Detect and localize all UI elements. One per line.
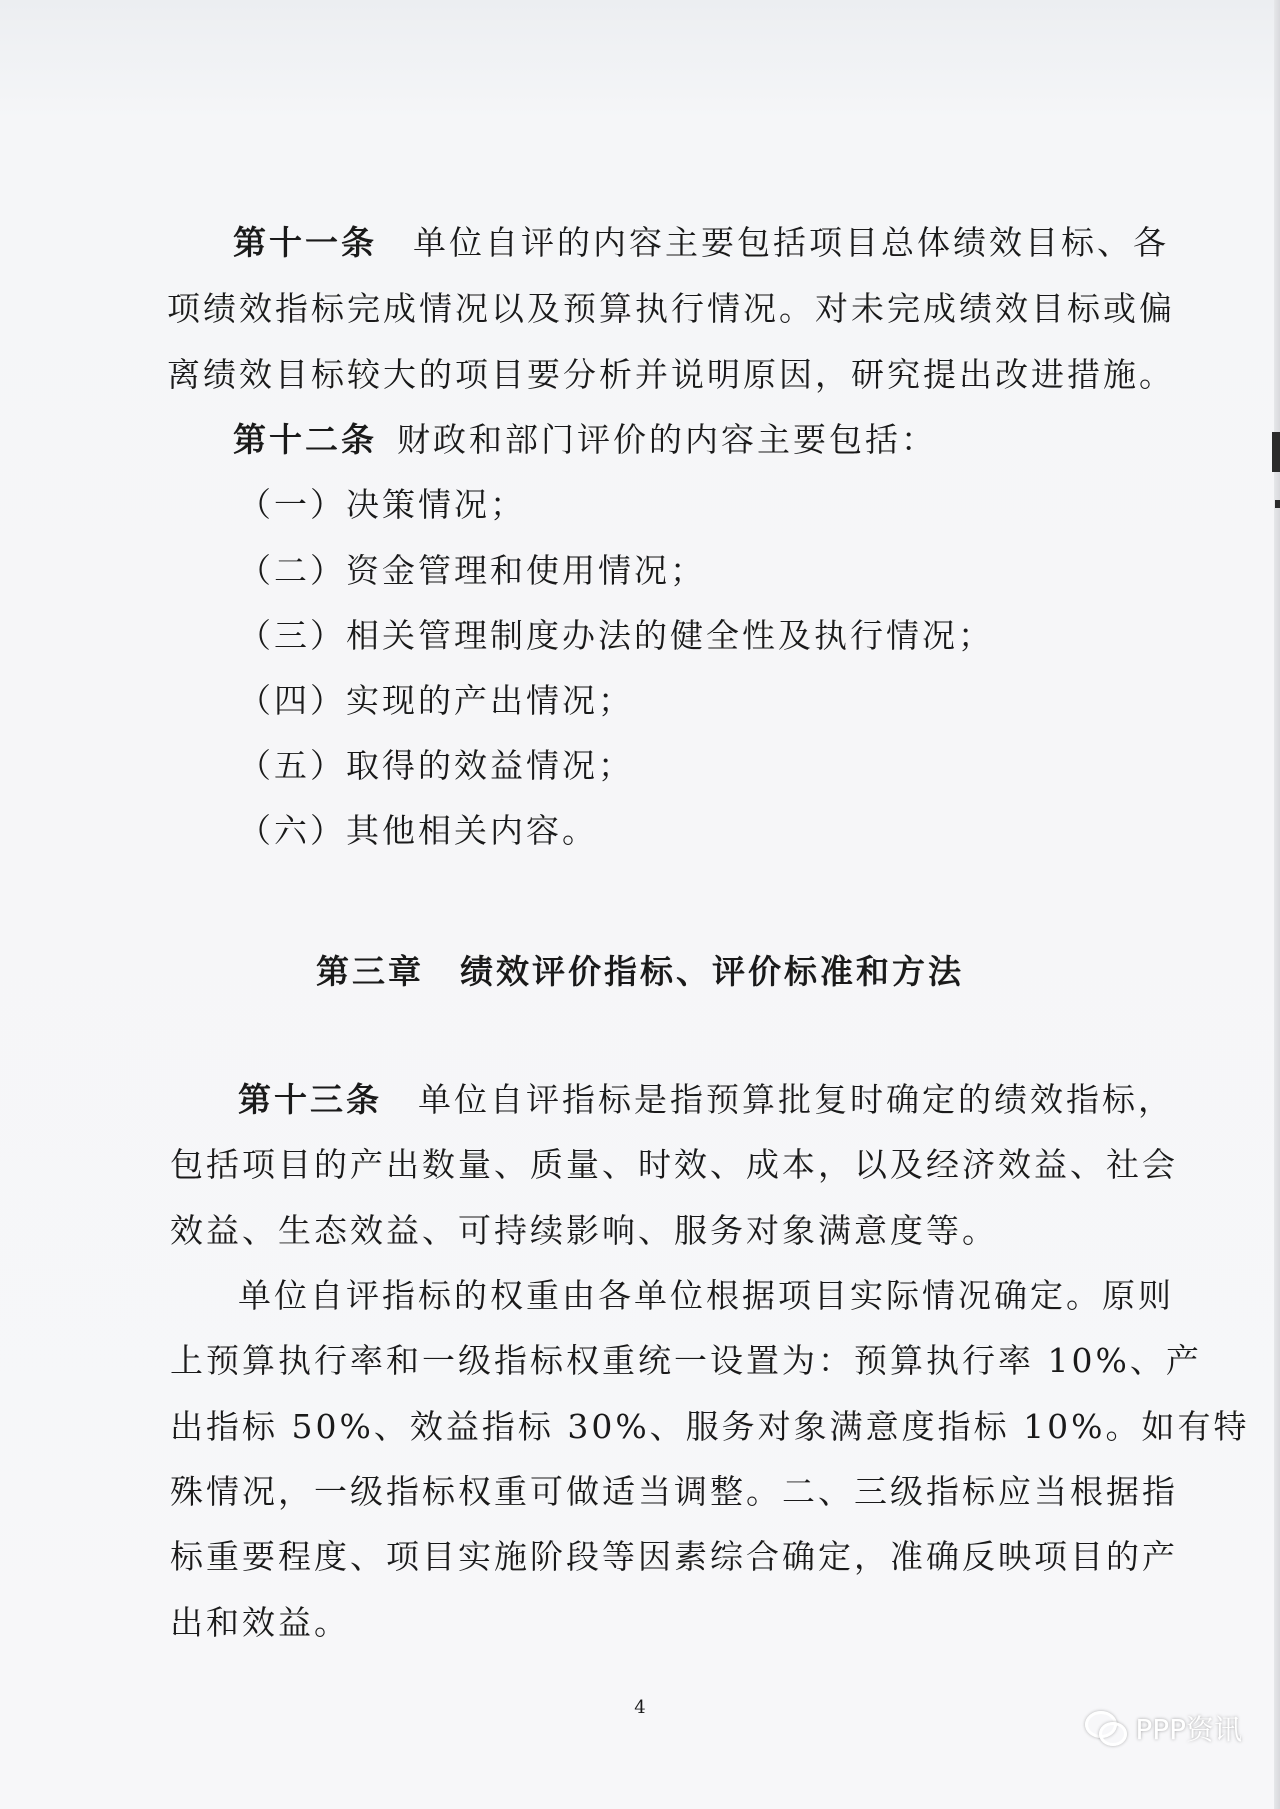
wechat-icon: [1085, 1711, 1125, 1745]
weights-line-1: 单位自评指标的权重由各单位根据项目实际情况确定。原则: [238, 1276, 1174, 1315]
article-12-label: 第十二条: [233, 420, 377, 459]
article-13-line-1: [238, 1080, 1174, 1120]
article-13-line-3: 效益、生态效益、可持续影响、服务对象满意度等。: [170, 1211, 998, 1250]
list-item: （一）决策情况；: [238, 485, 526, 524]
list-item: （四）实现的产出情况；: [238, 681, 634, 720]
scan-edge: [1274, 0, 1280, 1809]
article-11-line-3: 离绩效目标较大的项目要分析并说明原因，研究提出改进措施。: [167, 355, 1175, 394]
scan-mark: [1272, 432, 1280, 472]
article-13-label: 第十三条: [238, 1080, 382, 1119]
list-item: （二）资金管理和使用情况；: [238, 551, 706, 590]
article-12-line-1: [233, 420, 937, 460]
list-item: （三）相关管理制度办法的健全性及执行情况；: [238, 616, 994, 655]
article-11-text: 单位自评的内容主要包括项目总体绩效目标、各: [413, 223, 1169, 262]
article-13-line-2: 包括项目的产出数量、质量、时效、成本，以及经济效益、社会: [170, 1145, 1178, 1184]
weights-line-6: 出和效益。: [170, 1603, 350, 1642]
weights-line-4: 殊情况，一级指标权重可做适当调整。二、三级指标应当根据指: [170, 1472, 1178, 1511]
article-12-text: 财政和部门评价的内容主要包括：: [397, 420, 937, 459]
list-item: （五）取得的效益情况；: [238, 746, 634, 785]
weights-line-2: 上预算执行率和一级指标权重统一设置为：预算执行率 10%、产: [170, 1341, 1202, 1380]
scan-mark: [1275, 500, 1280, 508]
article-11-label: 第十一条: [233, 223, 377, 262]
page-number: 4: [634, 1697, 646, 1718]
watermark: [1085, 1708, 1242, 1748]
article-11-line-2: 项绩效指标完成情况以及预算执行情况。对未完成绩效目标或偏: [167, 289, 1175, 328]
article-11-line-1: [233, 223, 1169, 263]
weights-line-5: 标重要程度、项目实施阶段等因素综合确定，准确反映项目的产: [170, 1537, 1178, 1576]
article-13-text: 单位自评指标是指预算批复时确定的绩效指标，: [418, 1080, 1174, 1119]
watermark-text: PPP资讯: [1135, 1713, 1242, 1746]
chapter-title: 第三章 绩效评价指标、评价标准和方法: [316, 952, 964, 991]
weights-line-3: 出指标 50%、效益指标 30%、服务对象满意度指标 10%。如有特: [170, 1407, 1250, 1446]
list-item: （六）其他相关内容。: [238, 811, 598, 850]
